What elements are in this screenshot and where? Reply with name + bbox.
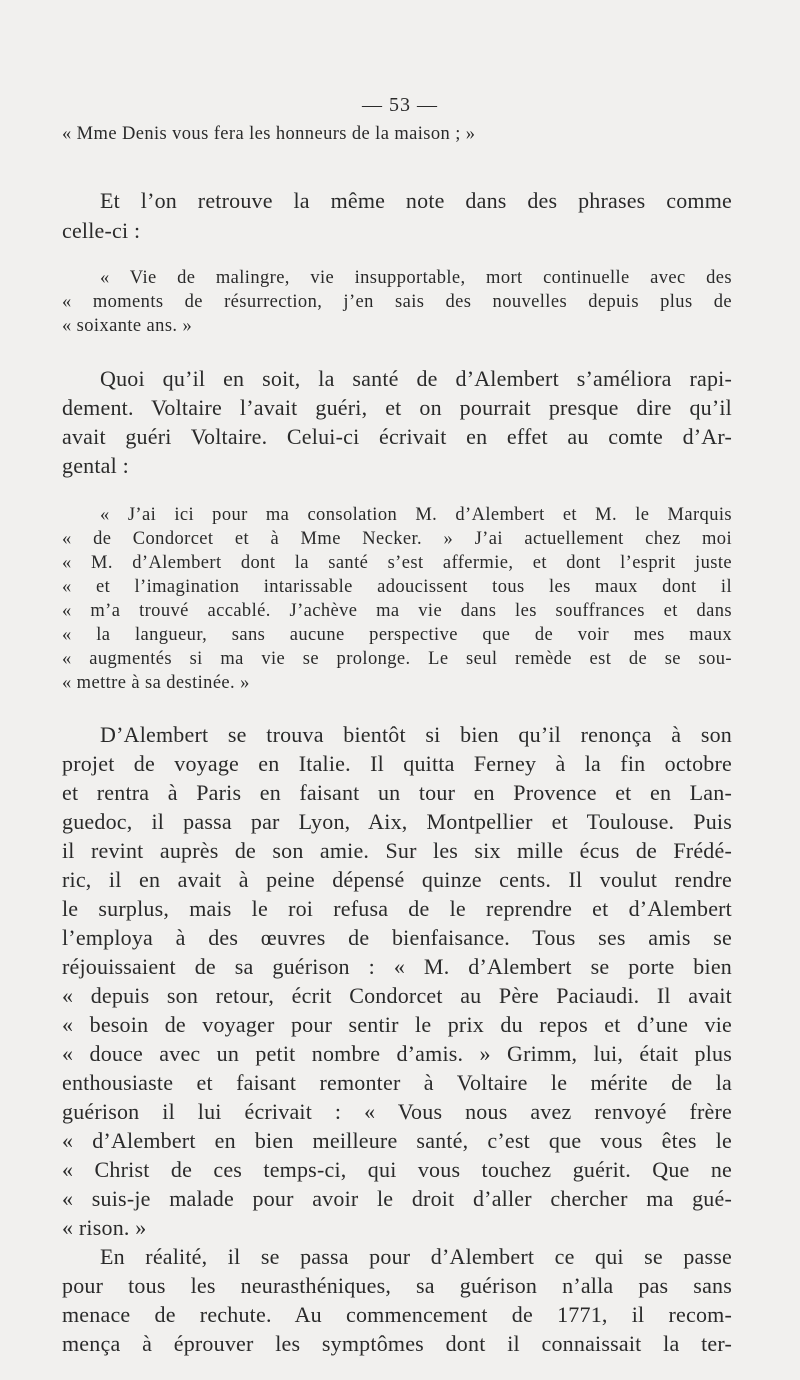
body-line: D’Alembert se trouva bientôt si bien qu’il renonça à son — [100, 722, 732, 747]
body-line: « d’Alembert en bien meilleure santé, c’est que vous êtes le — [62, 1128, 732, 1153]
body-line: « douce avec un petit nombre d’amis. » Grimm, lui, était plus — [62, 1041, 732, 1066]
quote-line: « et l’imagination intarissable adoucissent tous les maux dont il — [62, 577, 732, 597]
body-line: guérison il lui écrivait : « Vous nous avez renvoyé frère — [62, 1099, 732, 1124]
quote-line: « Mme Denis vous fera les honneurs de la maison ; » — [62, 124, 476, 144]
quote-line: « de Condorcet et à Mme Necker. » J’ai actuellement chez moi — [62, 529, 732, 549]
body-line: le surplus, mais le roi refusa de le reprendre et d’Alembert — [62, 896, 732, 921]
body-line: Et l’on retrouve la même note dans des phrases comme — [100, 188, 732, 213]
quote-line: « Vie de malingre, vie insupportable, mort continuelle avec des — [100, 268, 732, 288]
body-line: En réalité, il se passa pour d’Alembert ce qui se passe — [100, 1244, 732, 1269]
body-line: enthousiaste et faisant remonter à Voltaire le mérite de la — [62, 1070, 732, 1095]
body-line: menace de rechute. Au commencement de 1771, il recom- — [62, 1302, 732, 1327]
page-number: — 53 — — [362, 94, 438, 116]
body-line: projet de voyage en Italie. Il quitta Ferney à la fin octobre — [62, 751, 732, 776]
quote-line: « soixante ans. » — [62, 316, 193, 336]
body-line: « Christ de ces temps-ci, qui vous touchez guérit. Que ne — [62, 1157, 732, 1182]
body-line: il revint auprès de son amie. Sur les six mille écus de Frédé- — [62, 838, 732, 863]
quote-line: « M. d’Alembert dont la santé s’est affermie, et dont l’esprit juste — [62, 553, 732, 573]
body-line: « depuis son retour, écrit Condorcet au Père Paciaudi. Il avait — [62, 983, 732, 1008]
quote-line: « augmentés si ma vie se prolonge. Le seul remède est de se sou- — [62, 649, 732, 669]
body-line: gental : — [62, 453, 129, 478]
body-line: pour tous les neurasthéniques, sa guérison n’alla pas sans — [62, 1273, 732, 1298]
body-line: réjouissaient de sa guérison : « M. d’Alembert se porte bien — [62, 954, 732, 979]
body-line: « besoin de voyager pour sentir le prix du repos et d’une vie — [62, 1012, 732, 1037]
body-line: et rentra à Paris en faisant un tour en Provence et en Lan- — [62, 780, 732, 805]
quote-line: « m’a trouvé accablé. J’achève ma vie dans les souffrances et dans — [62, 601, 732, 621]
quote-line: « J’ai ici pour ma consolation M. d’Alembert et M. le Marquis — [100, 505, 732, 525]
quote-line: « la langueur, sans aucune perspective que de voir mes maux — [62, 625, 732, 645]
body-line: celle-ci : — [62, 218, 141, 243]
body-line: l’employa à des œuvres de bienfaisance. Tous ses amis se — [62, 925, 732, 950]
body-line: guedoc, il passa par Lyon, Aix, Montpellier et Toulouse. Puis — [62, 809, 732, 834]
quote-line: « moments de résurrection, j’en sais des nouvelles depuis plus de — [62, 292, 732, 312]
body-line: dement. Voltaire l’avait guéri, et on pourrait presque dire qu’il — [62, 395, 732, 420]
body-line: avait guéri Voltaire. Celui-ci écrivait en effet au comte d’Ar- — [62, 424, 732, 449]
body-line: Quoi qu’il en soit, la santé de d’Alembert s’améliora rapi- — [100, 366, 732, 391]
body-line: ric, il en avait à peine dépensé quinze cents. Il voulut rendre — [62, 867, 732, 892]
body-line: « suis-je malade pour avoir le droit d’aller chercher ma gué- — [62, 1186, 732, 1211]
quote-line: « mettre à sa destinée. » — [62, 673, 250, 693]
body-line: « rison. » — [62, 1215, 147, 1240]
body-line: mença à éprouver les symptômes dont il connaissait la ter- — [62, 1331, 732, 1356]
